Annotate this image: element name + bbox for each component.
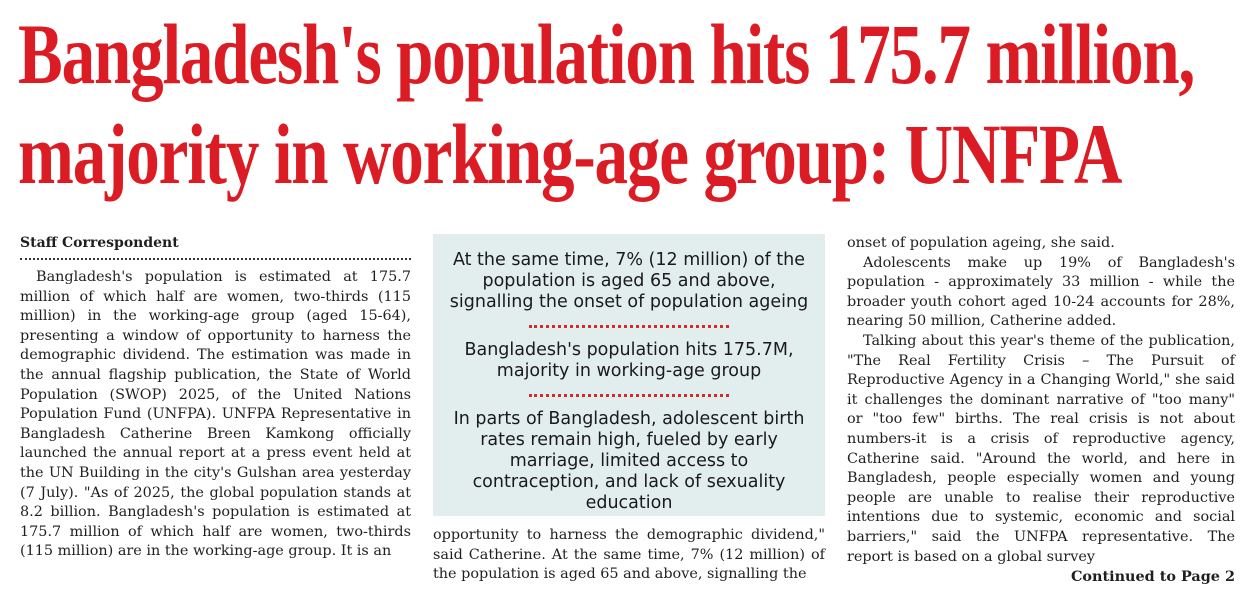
byline: Staff Correspondent — [20, 234, 411, 260]
headline-line-1: Bangladesh's population hits 175.7 million, — [18, 6, 1195, 102]
pull-quote-1: At the same time, 7% (12 million) of the population is aged 65 and above, signalling the onset of population ageing — [449, 250, 809, 312]
left-column-text: Bangladesh's population is estimated at 175.7 million of which half are women, two-thirds (115 million) in the working-age group (aged 15-64), presenting a window of opportunity to harness the demographic dividend. The estimation was made in the annual flagship publication, the State of World Population (SWOP) 2025, of the United Nations Population Fund (UNFPA). UNFPA Representative in Bangladesh Catherine Breen Kamkong officially launched the annual report at a press event held at the UN Building in the city's Gulshan area yesterday (7 July). "As of 2025, the global population stands at 8.2 billion. Bangladesh's population is estimated at 175.7 million of which half are women, two-thirds (115 million) are in the working-age group. It is an — [20, 269, 411, 560]
left-column — [20, 234, 411, 562]
right-column-para-2: Adolescents make up 19% of Bangladesh's population - approximately 33 million - while the broader youth cohort aged 10-24 accounts for 28%, nearing 50 million, Catherine added. — [847, 254, 1235, 330]
pull-quote-3: In parts of Bangladesh, adolescent birth rates remain high, fueled by early marriage, limited access to contraception, and lack of sexuality education — [453, 409, 805, 513]
middle-column-text: opportunity to harness the demographic dividend," said Catherine. At the same time, 7% (12 million) of the population is aged 65 and above, signalling the — [433, 527, 825, 583]
pull-quote-2: Bangladesh's population hits 175.7M, majority in working-age group — [464, 340, 794, 381]
right-column-para-3 — [847, 332, 1235, 586]
right-column-para-3-text: Talking about this year's theme of the publication, "The Real Fertility Crisis – The Pursuit of Reproductive Agency in a Changing World," she said it challenges the dominant narrative of "too many" or "too few" births. The real crisis is not about numbers-it is a crisis of reproductive agency, Catherine said. "Around the world, and here in Bangladesh, people especially women and young people are unable to realise their reproductive intentions due to systemic, economic and social barriers," said the UNFPA representative. The report is based on a global survey — [847, 332, 1235, 565]
middle-column — [433, 234, 825, 585]
headline-line-2: majority in working-age group: UNFPA — [18, 106, 1122, 202]
right-column-para-1: onset of population ageing, she said. — [847, 235, 1115, 251]
dotted-separator — [529, 394, 729, 397]
dotted-separator — [529, 325, 729, 328]
right-column — [847, 234, 1235, 587]
continued-link[interactable]: Continued to Page 2 — [1070, 568, 1235, 586]
headline — [18, 4, 1195, 204]
pull-quote-box — [433, 234, 825, 516]
